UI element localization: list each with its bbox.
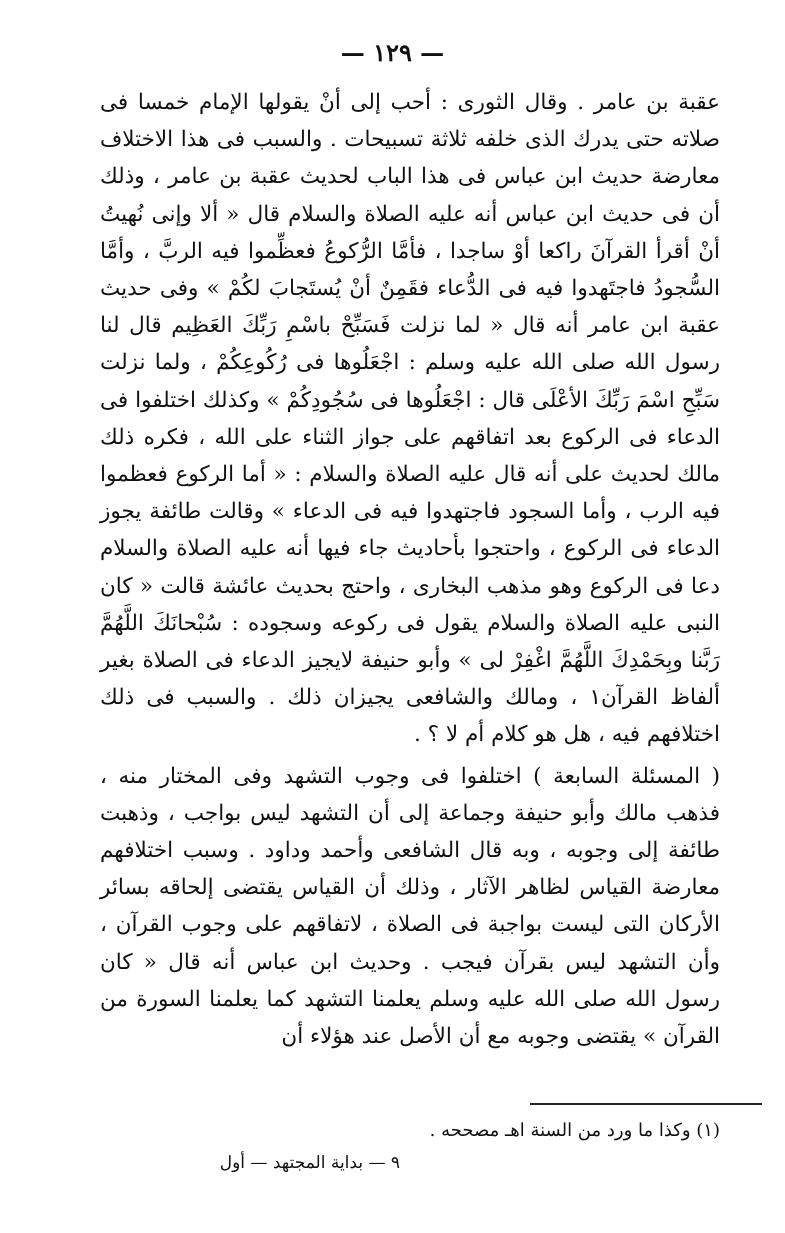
body-text xyxy=(100,84,720,1055)
footnote: (١) وكذا ما ورد من السنة اهـ مصححه . xyxy=(429,1120,720,1141)
footnote-divider xyxy=(530,1103,762,1105)
paragraph-two: ( المسئلة السابعة ) اختلفوا فى وجوب التشهد وفى المختار منه ، فذهب مالك وأبو حنيفة وجماعة إلى أن التشهد ليس بواجب ، وذهبت طائفة إلى وجوبه ، وبه قال الشافعى وأحمد وداود . وسبب اختلافهم معارضة القياس لظاهر الآثار ، وذلك أن القياس يقتضى إلحاقه بسائر الأركان التى ليست بواجبة فى الصلاة ، لاتفاقهم على وجوب القرآن ، وأن التشهد ليس بقرآن فيجب . وحديث ابن عباس أنه قال « كان رسول الله صلى الله عليه وسلم يعلمنا التشهد كما يعلمنا السورة من القرآن » يقتضى وجوبه مع أن الأصل عند هؤلاء أن xyxy=(100,763,720,1050)
page-number: — ١٢٩ — xyxy=(340,38,445,67)
paragraph-one: عقبة بن عامر . وقال الثورى : أحب إلى أنْ يقولها الإمام خمسا فى صلاته حتى يدرك الذى خلفه ثلاثة تسبيحات . والسبب فى هذا الاختلاف معارضة حديث ابن عباس فى هذا الباب لحديث عقبة بن عامر ، وذلك أن فى حديث ابن عباس أنه عليه الصلاة والسلام قال « ألا وإنى نُهيتُ أنْ أقرأ القرآنَ راكعا أوْ ساجدا ، فأمَّا الرُّكوعُ فعظِّموا فيه الربَّ ، وأمَّا السُّجودُ فاجتَهدوا فيه فى الدُّعاء فقَمِنٌ أنْ يُستَجابَ لكُمْ » وفى حديث عقبة ابن عامر أنه قال « لما نزلت فَسَبِّحْ باسْمِ رَبِّكَ العَظِيم قال لنا رسول الله صلى الله عليه وسلم : اجْعَلُوها فى رُكُوعِكُمْ ، ولما نزلت سَبِّحِ اسْمَ رَبِّكَ الأعْلَى قال : اجْعَلُوها فى سُجُودِكُمْ » وكذلك اختلفوا فى الدعاء فى الركوع بعد اتفاقهم على جواز الثناء على الله ، فكره ذلك مالك لحديث على أنه قال عليه الصلاة والسلام : « أما الركوع فعظموا فيه الرب ، وأما السجود فاجتهدوا فيه فى الدعاء » وقالت طائفة يجوز الدعاء فى الركوع ، واحتجوا بأحاديث جاء فيها أنه عليه الصلاة والسلام دعا فى الركوع وهو مذهب البخارى ، واحتج بحديث عائشة قالت « كان النبى عليه الصلاة والسلام يقول فى ركوعه وسجوده : سُبْحانَكَ اللَّهُمَّ رَبَّنا وبِحَمْدِكَ اللَّهُمَّ اغْفِرْ لى » وأبو حنيفة لايجيز الدعاء فى الصلاة بغير ألفاظ القرآن١ ، ومالك والشافعى يجيزان ذلك . والسبب فى ذلك اختلافهم فيه ، هل هو كلام أم لا ؟ . xyxy=(100,90,720,748)
printer-signature-mark: ٩ — بداية المجتهد — أول xyxy=(219,1153,400,1173)
